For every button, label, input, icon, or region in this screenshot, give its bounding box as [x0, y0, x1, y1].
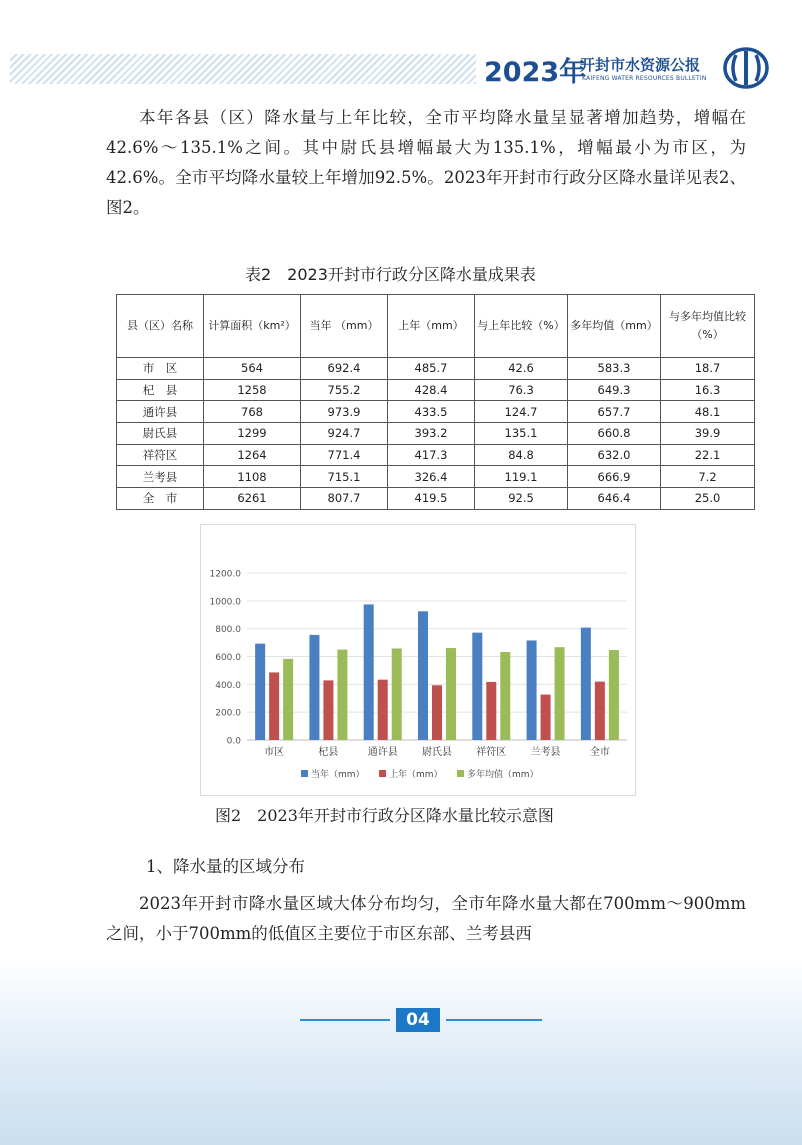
table-title: 表2 2023开封市行政分区降水量成果表 [245, 265, 536, 284]
y-tick-label: 200.0 [215, 708, 241, 719]
x-tick-label: 兰考县 [530, 747, 561, 758]
distribution-paragraph: 2023年开封市降水量区域大体分布均匀，全市年降水量大都在700mm～900mm之间，小于700mm的低值区主要位于市区东部、兰考县西 [106, 894, 746, 943]
cell-current: 715.1 [301, 466, 388, 488]
x-tick-label: 通许县 [367, 747, 398, 758]
x-tick-label: 祥符区 [476, 747, 507, 758]
cell-last-year: 419.5 [388, 488, 475, 510]
cell-last-year: 433.5 [388, 401, 475, 423]
cell-average: 657.7 [568, 401, 661, 423]
legend-label: 多年均值（mm） [467, 770, 539, 780]
col-header-current: 当年 （mm） [301, 295, 388, 358]
header-title: 开封市水资源公报 [580, 56, 701, 74]
x-tick-label: 市区 [264, 747, 285, 758]
x-tick-label: 全市 [589, 747, 610, 758]
col-header-average: 多年均值（mm） [568, 295, 661, 358]
bar-last-year [269, 672, 279, 740]
table-row [117, 444, 755, 466]
bar-last-year [486, 682, 496, 740]
header-year: 2023年 [484, 57, 587, 88]
cell-district: 尉氏县 [117, 423, 204, 445]
bar-last-year [432, 685, 442, 740]
legend-label: 上年（mm） [389, 770, 443, 780]
cell-current: 692.4 [301, 358, 388, 380]
bar-current [581, 628, 591, 740]
cell-area: 1264 [204, 444, 301, 466]
cell-current: 807.7 [301, 488, 388, 510]
cell-area: 1108 [204, 466, 301, 488]
cell-area: 564 [204, 358, 301, 380]
chart-canvas [201, 525, 635, 795]
bar-current [255, 644, 265, 740]
table-row [117, 423, 755, 445]
cell-average: 632.0 [568, 444, 661, 466]
bar-average [500, 652, 510, 740]
cell-average: 666.9 [568, 466, 661, 488]
x-tick-label: 尉氏县 [422, 747, 452, 758]
bar-average [392, 648, 402, 740]
cell-vs-last-year: 124.7 [475, 401, 568, 423]
cell-district: 杞 县 [117, 379, 204, 401]
y-tick-label: 400.0 [215, 680, 241, 691]
cell-vs-last-year: 42.6 [475, 358, 568, 380]
cell-area: 1258 [204, 379, 301, 401]
cell-vs-average: 22.1 [661, 444, 755, 466]
cell-vs-average: 16.3 [661, 379, 755, 401]
footer-line-right [446, 1019, 542, 1021]
cell-vs-last-year: 135.1 [475, 423, 568, 445]
cell-average: 583.3 [568, 358, 661, 380]
cell-district: 兰考县 [117, 466, 204, 488]
cell-average: 646.4 [568, 488, 661, 510]
col-header-last-year: 上年（mm） [388, 295, 475, 358]
cell-average: 660.8 [568, 423, 661, 445]
cell-average: 649.3 [568, 379, 661, 401]
cell-vs-last-year: 119.1 [475, 466, 568, 488]
col-header-vs-last-year: 与上年比较（%） [475, 295, 568, 358]
page-number: 04 [396, 1008, 440, 1032]
figure-caption: 图2 2023年开封市行政分区降水量比较示意图 [215, 806, 554, 825]
cell-district: 全 市 [117, 488, 204, 510]
legend-swatch [457, 770, 464, 777]
intro-paragraph: 本年各县（区）降水量与上年比较，全市平均降水量呈显著增加趋势，增幅在42.6%～135.1%之间。其中尉氏县增幅最大为135.1%，增幅最小为市区，为42.6%。全市平均降水量较上年增加92.5%。2023年开封市行政分区降水量详见表2、图2。 [106, 108, 746, 217]
bar-current [364, 604, 374, 740]
footer-background [0, 960, 802, 1145]
table-row [117, 488, 755, 510]
bar-last-year [378, 680, 388, 740]
bar-last-year [541, 695, 551, 740]
cell-last-year: 417.3 [388, 444, 475, 466]
cell-vs-average: 39.9 [661, 423, 755, 445]
legend-swatch [379, 770, 386, 777]
bar-average [283, 659, 293, 740]
y-tick-label: 0.0 [226, 736, 241, 747]
y-tick-label: 1200.0 [209, 569, 241, 580]
legend-swatch [301, 770, 308, 777]
cell-vs-last-year: 92.5 [475, 488, 568, 510]
col-header-area: 计算面积（km²） [204, 295, 301, 358]
table-row [117, 379, 755, 401]
bulletin-logo-icon [722, 45, 770, 91]
footer-line-left [300, 1019, 390, 1021]
bar-average [337, 650, 347, 740]
bar-last-year [323, 680, 333, 740]
cell-area: 768 [204, 401, 301, 423]
cell-area: 1299 [204, 423, 301, 445]
col-header-vs-average: 与多年均值比较（%） [661, 295, 755, 358]
legend-label: 当年（mm） [311, 770, 365, 780]
cell-vs-average: 7.2 [661, 466, 755, 488]
cell-district: 市 区 [117, 358, 204, 380]
bar-average [446, 648, 456, 740]
header-stripe [10, 54, 476, 84]
precipitation-chart [200, 524, 636, 796]
cell-last-year: 485.7 [388, 358, 475, 380]
table-header-row [117, 295, 755, 358]
bar-current [472, 633, 482, 740]
section-heading: 1、降水量的区域分布 [146, 857, 305, 876]
cell-last-year: 393.2 [388, 423, 475, 445]
table-row [117, 401, 755, 423]
cell-last-year: 428.4 [388, 379, 475, 401]
cell-district: 通许县 [117, 401, 204, 423]
y-tick-label: 800.0 [215, 625, 241, 636]
precipitation-table [116, 294, 755, 510]
bar-current [309, 635, 319, 740]
cell-last-year: 326.4 [388, 466, 475, 488]
cell-vs-last-year: 84.8 [475, 444, 568, 466]
cell-vs-average: 25.0 [661, 488, 755, 510]
cell-vs-last-year: 76.3 [475, 379, 568, 401]
bar-current [418, 611, 428, 740]
header-subtitle: KAIFENG WATER RESOURCES BULLETIN [582, 75, 707, 82]
y-tick-label: 1000.0 [209, 597, 241, 608]
bar-average [609, 650, 619, 740]
y-tick-label: 600.0 [215, 653, 241, 663]
cell-current: 755.2 [301, 379, 388, 401]
cell-current: 771.4 [301, 444, 388, 466]
bar-average [555, 647, 565, 740]
cell-district: 祥符区 [117, 444, 204, 466]
col-header-district: 县（区）名称 [117, 295, 204, 358]
table-row [117, 358, 755, 380]
cell-current: 973.9 [301, 401, 388, 423]
cell-current: 924.7 [301, 423, 388, 445]
x-tick-label: 杞县 [318, 747, 339, 758]
table-row [117, 466, 755, 488]
cell-vs-average: 18.7 [661, 358, 755, 380]
bar-last-year [595, 682, 605, 740]
cell-vs-average: 48.1 [661, 401, 755, 423]
cell-area: 6261 [204, 488, 301, 510]
bar-current [527, 640, 537, 740]
